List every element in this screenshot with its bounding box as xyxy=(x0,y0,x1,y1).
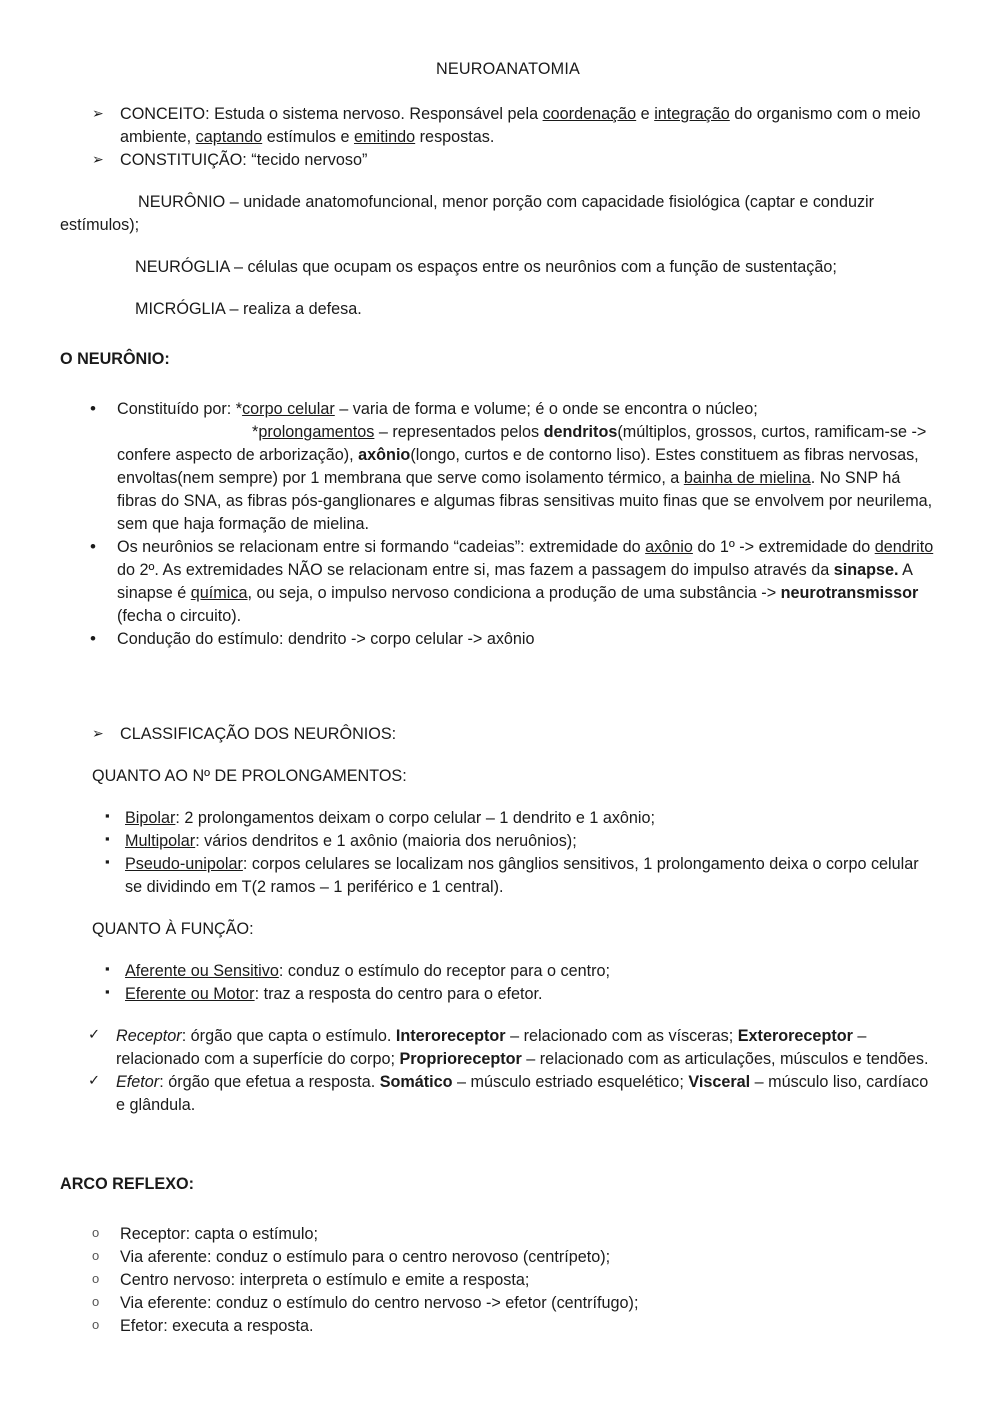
dendritos-bold: dendritos xyxy=(543,423,618,441)
quimica-underline: química, xyxy=(190,584,252,602)
cadeias-text-1: Os neurônios se relacionam entre si formando “cadeias”: extremidade do xyxy=(117,538,646,556)
circle-bullet-icon: o xyxy=(92,1248,100,1263)
conceito-underline-4: emitindo xyxy=(353,128,416,146)
subheading-funcao: QUANTO À FUNÇÃO: xyxy=(92,920,254,938)
aferente-term: Aferente ou Sensitivo xyxy=(125,962,279,980)
list-item-conceito xyxy=(60,103,938,149)
list-item-cadeias xyxy=(60,536,938,628)
prolongamentos-underline: prolongamentos xyxy=(258,423,375,441)
receptor-text-4: – relacionado com as articulações, músculos e tendões. xyxy=(521,1050,929,1068)
arrow-bullet-icon: ➢ xyxy=(92,105,104,121)
list-item-conducao xyxy=(60,628,938,651)
arco-item-text: Centro nervoso: interpreta o estímulo e emite a resposta; xyxy=(120,1271,530,1289)
prol-text-4: . No SNP há fibras do SNA, as fibras pós-ganglionares e algumas fibras sensitivas muito finas que se envolvem por neurilema, sem que haja formação de mielina. xyxy=(117,469,933,533)
spacer xyxy=(60,1117,938,1173)
aferente-text xyxy=(125,960,938,983)
arco-item-text: Receptor: capta o estímulo; xyxy=(120,1225,318,1243)
receptor-text-3: – relacionado com a superfície do corpo; xyxy=(116,1027,867,1068)
conceito-text-1: Estuda o sistema nervoso. Responsável pela xyxy=(209,105,543,123)
list-item-aferente xyxy=(60,960,938,983)
square-bullet-icon: ▪ xyxy=(105,854,110,869)
arco-item-text: Via aferente: conduz o estímulo para o centro nerovoso (centrípeto); xyxy=(120,1248,611,1266)
multipolar-text xyxy=(125,830,938,853)
list-item-eferente xyxy=(60,983,938,1006)
visceral-bold: Visceral xyxy=(688,1073,751,1091)
axonio-bold: axônio xyxy=(358,446,411,464)
list-item-constituicao xyxy=(60,149,938,172)
page-title: NEUROANATOMIA xyxy=(435,60,581,78)
list-item-bipolar xyxy=(60,807,938,830)
conducao-text: Condução do estímulo: dendrito -> corpo celular -> axônio xyxy=(117,630,535,648)
receptor-term: Receptor xyxy=(116,1027,182,1045)
circle-bullet-icon: o xyxy=(92,1271,100,1286)
eferente-text xyxy=(125,983,938,1006)
exteroreceptor-bold: Exteroreceptor xyxy=(737,1027,853,1045)
square-bullet-icon: ▪ xyxy=(105,984,110,999)
pseudo-unipolar-desc: : corpos celulares se localizam nos gânglios sensitivos, 1 prolongamento deixa o corpo celular se dividindo em T(2 ramos – 1 periférico e 1 central). xyxy=(125,855,919,896)
constituido-lead: Constituído por: * xyxy=(117,400,243,418)
conceito-text xyxy=(120,103,938,149)
blank-bullet-slot xyxy=(90,421,117,443)
spacer xyxy=(60,899,938,918)
check-bullet-icon: ✓ xyxy=(88,1027,101,1043)
efetor-text-1: : órgão que efetua a resposta. xyxy=(159,1073,380,1091)
spacer xyxy=(60,371,938,398)
receptor-text xyxy=(116,1025,938,1071)
pseudo-unipolar-term: Pseudo-unipolar xyxy=(125,855,243,873)
bipolar-term: Bipolar xyxy=(125,809,176,827)
dendrito-underline: dendrito xyxy=(874,538,934,556)
classificacao-heading: CLASSIFICAÇÃO DOS NEURÔNIOS: xyxy=(120,725,397,743)
spacer xyxy=(60,746,938,765)
efetor-text-3: – músculo liso, cardíaco e glândula. xyxy=(116,1073,929,1114)
conceito-underline-3: captando xyxy=(195,128,263,146)
spacer xyxy=(60,172,938,191)
circle-bullet-icon: o xyxy=(92,1294,100,1309)
bipolar-text xyxy=(125,807,938,830)
bainha-mielina-underline: bainha de mielina xyxy=(683,469,811,487)
sinapse-bold: sinapse. xyxy=(833,561,899,579)
paragraph-neuronio: NEURÔNIO – unidade anatomofuncional, menor porção com capacidade fisiológica (captar e conduzir estímulos); xyxy=(60,193,875,234)
paragraph-neuroglia: NEURÓGLIA – células que ocupam os espaços entre os neurônios com a função de sustentação; xyxy=(135,258,837,276)
aferente-desc: : conduz o estímulo do receptor para o centro; xyxy=(278,962,611,980)
square-bullet-icon: ▪ xyxy=(105,808,110,823)
document-content xyxy=(60,58,938,1338)
prolongamentos-text xyxy=(117,421,938,536)
multipolar-desc: : vários dendritos e 1 axônio (maioria dos neruônios); xyxy=(195,832,577,850)
list-item-efetor xyxy=(60,1071,938,1117)
arco-item-text: Efetor: executa a resposta. xyxy=(120,1317,314,1335)
constituicao-text: CONSTITUIÇÃO: “tecido nervoso” xyxy=(120,151,368,169)
list-item-classificacao xyxy=(60,723,938,746)
spacer xyxy=(60,1196,938,1223)
spacer xyxy=(60,1006,938,1025)
prol-text-3: (longo, curtos e de contorno liso). Estes constituem as fibras nervosas, envoltas(nem sempre) por 1 membrana que serve como isolamento térmico, a xyxy=(117,446,919,487)
list-item-prolongamentos xyxy=(60,421,938,536)
conceito-text-2: e xyxy=(636,105,655,123)
constituido-rest: – varia de forma e volume; é o onde se encontra o núcleo; xyxy=(334,400,758,418)
heading-o-neuronio: O NEURÔNIO: xyxy=(60,350,170,368)
list-item-multipolar xyxy=(60,830,938,853)
dot-bullet-icon: • xyxy=(90,629,96,648)
constituido-text xyxy=(117,398,938,421)
cadeias-text-4: A sinapse é xyxy=(117,561,913,602)
prol-text-2: (múltiplos, grossos, curtos, ramificam-se -> confere aspecto de arborização), xyxy=(117,423,927,464)
circle-bullet-icon: o xyxy=(92,1317,100,1332)
axonio-underline: axônio xyxy=(645,538,693,556)
conceito-label: CONCEITO: xyxy=(120,105,210,123)
multipolar-term: Multipolar xyxy=(125,832,196,850)
arrow-bullet-icon: ➢ xyxy=(92,725,104,741)
arco-item-text: Via eferente: conduz o estímulo do centro nervoso -> efetor (centrífugo); xyxy=(120,1294,639,1312)
efetor-term: Efetor xyxy=(116,1073,160,1091)
prol-text-1: – representados pelos xyxy=(374,423,544,441)
star-marker: * xyxy=(252,423,259,441)
check-bullet-icon: ✓ xyxy=(88,1073,101,1089)
efetor-text xyxy=(116,1071,938,1117)
neurotransmissor-bold: neurotransmissor xyxy=(780,584,919,602)
list-item xyxy=(60,1246,938,1269)
corpo-celular-underline: corpo celular xyxy=(242,400,335,418)
arrow-bullet-icon: ➢ xyxy=(92,151,104,167)
circle-bullet-icon: o xyxy=(92,1225,100,1240)
conceito-underline-1: coordenação xyxy=(542,105,637,123)
spacer xyxy=(60,237,938,256)
list-item-pseudo-unipolar xyxy=(60,853,938,899)
list-item-receptor xyxy=(60,1025,938,1071)
cadeias-text-2: do 1º -> extremidade do xyxy=(692,538,875,556)
bipolar-desc: : 2 prolongamentos deixam o corpo celular – 1 dendrito e 1 axônio; xyxy=(175,809,656,827)
spacer xyxy=(60,651,938,723)
pseudo-unipolar-text xyxy=(125,853,938,899)
receptor-text-1: : órgão que capta o estímulo. xyxy=(181,1027,396,1045)
proprioreceptor-bold: Proprioreceptor xyxy=(399,1050,522,1068)
cadeias-text-5: ou seja, o impulso nervoso condiciona a produção de uma substância -> xyxy=(251,584,781,602)
spacer xyxy=(60,321,938,348)
list-item xyxy=(60,1223,938,1246)
list-item xyxy=(60,1292,938,1315)
eferente-term: Eferente ou Motor xyxy=(125,985,255,1003)
spacer xyxy=(60,279,938,298)
interoreceptor-bold: Interoreceptor xyxy=(395,1027,506,1045)
list-item-constituido xyxy=(60,398,938,421)
spacer xyxy=(60,941,938,960)
subheading-prolongamentos: QUANTO AO Nº DE PROLONGAMENTOS: xyxy=(92,767,407,785)
spacer xyxy=(60,788,938,807)
conceito-text-3: do organismo com o meio ambiente, xyxy=(120,105,921,146)
cadeias-text-3: do 2º. As extremidades NÃO se relacionam entre si, mas fazem a passagem do impulso através da xyxy=(117,561,834,579)
heading-arco-reflexo: ARCO REFLEXO: xyxy=(60,1175,194,1193)
receptor-text-2: – relacionado com as vísceras; xyxy=(505,1027,738,1045)
list-item xyxy=(60,1269,938,1292)
eferente-desc: : traz a resposta do centro para o efetor. xyxy=(254,985,543,1003)
square-bullet-icon: ▪ xyxy=(105,961,110,976)
square-bullet-icon: ▪ xyxy=(105,831,110,846)
cadeias-text-6: (fecha o circuito). xyxy=(117,607,242,625)
list-item xyxy=(60,1315,938,1338)
conceito-text-4: estímulos e xyxy=(262,128,354,146)
conceito-underline-2: integração xyxy=(654,105,730,123)
conceito-text-5: respostas. xyxy=(415,128,495,146)
cadeias-text xyxy=(117,536,938,628)
efetor-text-2: – músculo estriado esquelético; xyxy=(452,1073,689,1091)
dot-bullet-icon: • xyxy=(90,399,96,418)
paragraph-microglia: MICRÓGLIA – realiza a defesa. xyxy=(135,300,362,318)
somatico-bold: Somático xyxy=(379,1073,453,1091)
dot-bullet-icon: • xyxy=(90,537,96,556)
